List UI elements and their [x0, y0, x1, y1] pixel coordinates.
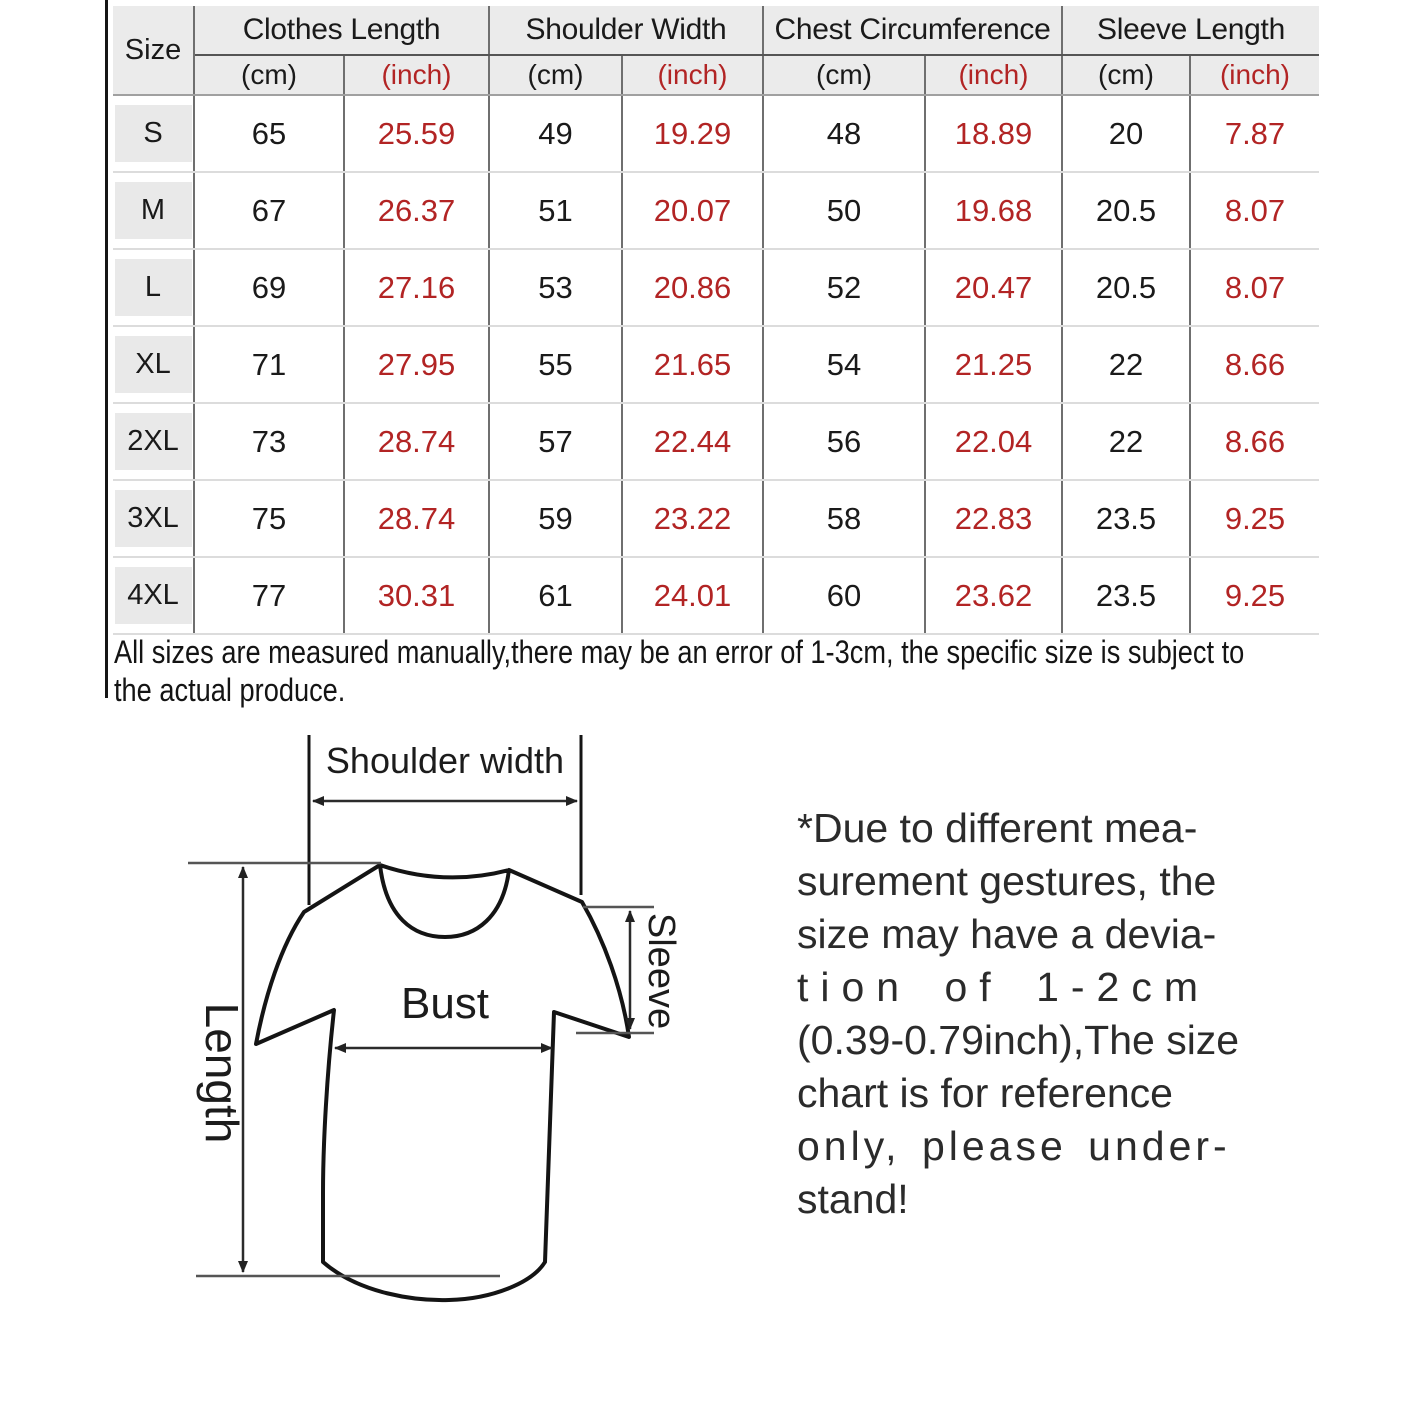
disclaimer-line: *Due to different mea- — [797, 805, 1198, 851]
table-unit-header-row — [113, 55, 1319, 95]
size-label: S — [115, 105, 192, 162]
value-cell: 48 — [763, 95, 925, 172]
size-column-header: Size — [113, 6, 194, 95]
unit-inch: (inch) — [1190, 55, 1319, 95]
value-cell: 55 — [489, 326, 622, 403]
value-cell: 53 — [489, 249, 622, 326]
value-cell: 21.25 — [925, 326, 1062, 403]
value-cell: 71 — [194, 326, 344, 403]
table-row — [113, 480, 1319, 557]
value-cell: 65 — [194, 95, 344, 172]
table-row — [113, 557, 1319, 634]
value-cell: 20.47 — [925, 249, 1062, 326]
value-cell: 22.44 — [622, 403, 763, 480]
value-cell: 18.89 — [925, 95, 1062, 172]
col-header-chest-circumference: Chest Circumference — [763, 6, 1062, 55]
value-cell: 23.5 — [1062, 557, 1190, 634]
value-cell: 19.29 — [622, 95, 763, 172]
unit-cm: (cm) — [194, 55, 344, 95]
value-cell: 67 — [194, 172, 344, 249]
value-cell: 27.95 — [344, 326, 489, 403]
value-cell: 8.07 — [1190, 172, 1319, 249]
value-cell: 8.66 — [1190, 326, 1319, 403]
value-cell: 8.07 — [1190, 249, 1319, 326]
value-cell: 28.74 — [344, 480, 489, 557]
value-cell: 27.16 — [344, 249, 489, 326]
size-cell — [113, 557, 194, 634]
value-cell: 77 — [194, 557, 344, 634]
value-cell: 59 — [489, 480, 622, 557]
value-cell: 23.22 — [622, 480, 763, 557]
value-cell: 30.31 — [344, 557, 489, 634]
value-cell: 24.01 — [622, 557, 763, 634]
value-cell: 21.65 — [622, 326, 763, 403]
value-cell: 26.37 — [344, 172, 489, 249]
value-cell: 7.87 — [1190, 95, 1319, 172]
disclaimer-line: chart is for reference — [797, 1070, 1173, 1116]
disclaimer-line: (0.39-0.79inch),The size — [797, 1017, 1240, 1063]
value-cell: 22.83 — [925, 480, 1062, 557]
unit-inch: (inch) — [344, 55, 489, 95]
value-cell: 56 — [763, 403, 925, 480]
size-label: M — [115, 182, 192, 239]
value-cell: 22.04 — [925, 403, 1062, 480]
size-label: L — [115, 259, 192, 316]
value-cell: 20.5 — [1062, 172, 1190, 249]
size-cell — [113, 480, 194, 557]
value-cell: 19.68 — [925, 172, 1062, 249]
value-cell: 23.5 — [1062, 480, 1190, 557]
col-header-clothes-length: Clothes Length — [194, 6, 489, 55]
size-label: 3XL — [115, 490, 192, 547]
unit-inch: (inch) — [622, 55, 763, 95]
size-label: XL — [115, 336, 192, 393]
value-cell: 69 — [194, 249, 344, 326]
value-cell: 52 — [763, 249, 925, 326]
value-cell: 22 — [1062, 403, 1190, 480]
table-row — [113, 172, 1319, 249]
size-cell — [113, 326, 194, 403]
disclaimer-line: stand! — [797, 1176, 909, 1222]
value-cell: 57 — [489, 403, 622, 480]
value-cell: 8.66 — [1190, 403, 1319, 480]
tshirt-measurement-diagram — [118, 713, 782, 1363]
value-cell: 58 — [763, 480, 925, 557]
size-label: 2XL — [115, 413, 192, 470]
value-cell: 51 — [489, 172, 622, 249]
value-cell: 23.62 — [925, 557, 1062, 634]
measurement-note-line: the actual produce. — [114, 672, 346, 708]
shoulder-width-label: Shoulder width — [325, 740, 565, 781]
value-cell: 28.74 — [344, 403, 489, 480]
tshirt-outline — [256, 865, 629, 1300]
table-row — [113, 95, 1319, 172]
value-cell: 20 — [1062, 95, 1190, 172]
value-cell: 9.25 — [1190, 480, 1319, 557]
size-label: 4XL — [115, 567, 192, 624]
col-header-shoulder-width: Shoulder Width — [489, 6, 763, 55]
value-cell: 22 — [1062, 326, 1190, 403]
disclaimer-line: size may have a devia- — [797, 911, 1217, 957]
value-cell: 49 — [489, 95, 622, 172]
value-cell: 54 — [763, 326, 925, 403]
unit-cm: (cm) — [489, 55, 622, 95]
value-cell: 9.25 — [1190, 557, 1319, 634]
disclaimer-line: surement gestures, the — [797, 858, 1217, 904]
value-cell: 20.07 — [622, 172, 763, 249]
unit-cm: (cm) — [1062, 55, 1190, 95]
sleeve-label: Sleeve — [640, 912, 682, 1030]
unit-cm: (cm) — [763, 55, 925, 95]
size-cell — [113, 249, 194, 326]
table-row — [113, 326, 1319, 403]
value-cell: 50 — [763, 172, 925, 249]
table-row — [113, 249, 1319, 326]
size-cell — [113, 172, 194, 249]
deviation-disclaimer — [797, 802, 1297, 1226]
table-group-header-row — [113, 6, 1319, 55]
size-table — [113, 6, 1319, 635]
value-cell: 25.59 — [344, 95, 489, 172]
disclaimer-line: only, please under- — [797, 1123, 1231, 1169]
value-cell: 20.5 — [1062, 249, 1190, 326]
value-cell: 75 — [194, 480, 344, 557]
value-cell: 73 — [194, 403, 344, 480]
value-cell: 61 — [489, 557, 622, 634]
bust-label: Bust — [400, 979, 490, 1028]
length-label: Length — [196, 1002, 248, 1144]
size-cell — [113, 403, 194, 480]
col-header-sleeve-length: Sleeve Length — [1062, 6, 1319, 55]
value-cell: 60 — [763, 557, 925, 634]
measurement-note — [114, 633, 1244, 709]
value-cell: 20.86 — [622, 249, 763, 326]
disclaimer-line: tion of 1-2cm — [797, 964, 1210, 1010]
size-cell — [113, 95, 194, 172]
unit-inch: (inch) — [925, 55, 1062, 95]
left-border-line — [105, 0, 108, 698]
measurement-note-line: All sizes are measured manually,there may be an error of 1-3cm, the specific size is subject to — [114, 634, 1245, 670]
table-row — [113, 403, 1319, 480]
